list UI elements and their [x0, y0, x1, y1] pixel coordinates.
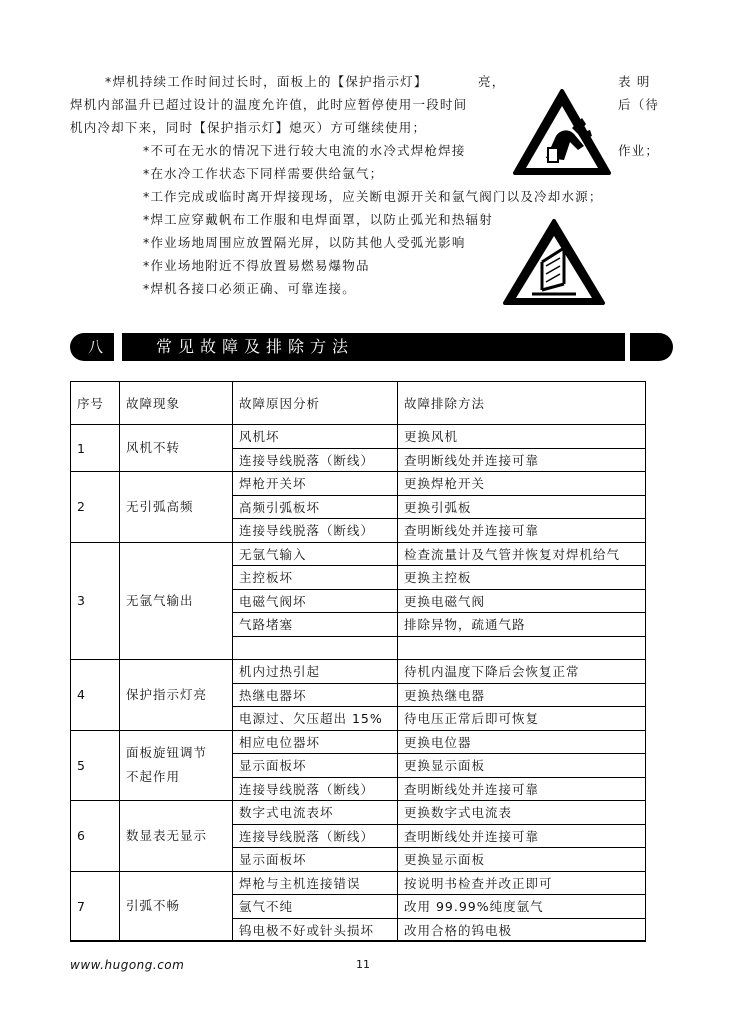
section-number: 八: [70, 333, 114, 361]
hand-glove-warning-icon: [512, 88, 612, 176]
fault-cause: 连接导线脱落（断线）: [233, 519, 398, 543]
header-no: 序号: [71, 382, 120, 425]
fault-remedy: 查明断线处并连接可靠: [398, 777, 646, 801]
fault-remedy: 更换风机: [398, 425, 646, 449]
bullet-1b: 作业；: [618, 143, 660, 158]
fault-number: 4: [71, 660, 120, 731]
bullet-3: *工作完成或临时离开焊接现场，应关断电源开关和氩气阀门以及冷却水源；: [143, 189, 603, 204]
fault-cause: 热继电器坏: [233, 683, 398, 707]
fault-cause: 连接导线脱落（断线）: [233, 448, 398, 472]
fault-symptom: 风机不转: [120, 425, 233, 472]
fault-remedy: 更换主控板: [398, 566, 646, 590]
fault-remedy: 更换电位器: [398, 730, 646, 754]
fault-remedy: 查明断线处并连接可靠: [398, 519, 646, 543]
fault-cause: [233, 636, 398, 660]
fault-cause: 主控板坏: [233, 566, 398, 590]
table-row: [71, 425, 646, 449]
bullet-4: *焊工应穿戴帆布工作服和电焊面罩，以防止弧光和热辐射: [143, 212, 493, 227]
fault-remedy: 排除异物，疏通气路: [398, 613, 646, 637]
fault-remedy: 更换显示面板: [398, 754, 646, 778]
fault-remedy: 查明断线处并连接可靠: [398, 448, 646, 472]
fault-cause: 机内过热引起: [233, 660, 398, 684]
fault-remedy: 待机内温度下降后会恢复正常: [398, 660, 646, 684]
fault-cause: 电源过、欠压超出 15%: [233, 707, 398, 731]
bullet-6: *作业场地附近不得放置易燃易爆物品: [143, 258, 370, 273]
fault-cause: 钨电极不好或针头损坏: [233, 918, 398, 942]
bullet-7: *焊机各接口必须正确、可靠连接。: [143, 281, 356, 296]
note-line-2b: 后（待: [618, 97, 660, 112]
fault-remedy: [398, 636, 646, 660]
fault-cause: 数字式电流表坏: [233, 801, 398, 825]
table-header-row: [71, 382, 646, 425]
fault-cause: 相应电位器坏: [233, 730, 398, 754]
fault-remedy: 改用合格的钨电极: [398, 918, 646, 942]
table-row: [71, 472, 646, 496]
note-line-1c: 表 明: [618, 74, 651, 89]
fault-remedy: 按说明书检查并改正即可: [398, 871, 646, 895]
bullet-2: *在水冷工作状态下同样需要供给氩气；: [143, 166, 384, 181]
fault-remedy: 更换引弧板: [398, 495, 646, 519]
fault-remedy: 更换数字式电流表: [398, 801, 646, 825]
fault-number: 2: [71, 472, 120, 543]
fault-cause: 连接导线脱落（断线）: [233, 824, 398, 848]
footer-url: www.hugong.com: [70, 958, 185, 972]
bullet-1a: *不可在无水的情况下进行较大电流的水冷式焊枪焊接: [143, 143, 466, 158]
bullet-5: *作业场地周围应放置隔光屏，以防其他人受弧光影响: [143, 235, 466, 250]
fault-number: 6: [71, 801, 120, 872]
note-line-2a: 焊机内部温升已超过设计的温度允许值，此时应暂停使用一段时间: [70, 97, 468, 112]
fault-table: [70, 381, 646, 942]
fault-remedy: 待电压正常后即可恢复: [398, 707, 646, 731]
fault-remedy: 更换显示面板: [398, 848, 646, 872]
fault-remedy: 检查流量计及气管并恢复对焊机给气: [398, 542, 646, 566]
fault-symptom: 引弧不畅: [120, 871, 233, 942]
note-line-1a: *焊机持续工作时间过长时，面板上的【保护指示灯】: [105, 74, 428, 89]
fault-symptom: 无氩气输出: [120, 542, 233, 660]
screen-warning-icon: [502, 218, 606, 306]
fault-cause: 气路堵塞: [233, 613, 398, 637]
page-number: 11: [356, 958, 370, 971]
fault-cause: 电磁气阀坏: [233, 589, 398, 613]
fault-symptom: 保护指示灯亮: [120, 660, 233, 731]
table-row: [71, 871, 646, 895]
table-row: [71, 542, 646, 566]
fault-cause: 氩气不纯: [233, 895, 398, 919]
fault-cause: 风机坏: [233, 425, 398, 449]
table-row: [71, 730, 646, 754]
fault-remedy: 改用 99.99%纯度氩气: [398, 895, 646, 919]
fault-remedy: 更换焊枪开关: [398, 472, 646, 496]
fault-number: 3: [71, 542, 120, 660]
fault-cause: 高频引弧板坏: [233, 495, 398, 519]
fault-remedy: 更换热继电器: [398, 683, 646, 707]
fault-number: 7: [71, 871, 120, 942]
note-line-1b: 亮，: [478, 74, 506, 89]
fault-remedy: 查明断线处并连接可靠: [398, 824, 646, 848]
header-remedy: 故障排除方法: [398, 382, 646, 425]
fault-cause: 焊枪与主机连接错误: [233, 871, 398, 895]
fault-number: 1: [71, 425, 120, 472]
table-row: [71, 801, 646, 825]
note-line-3: 机内冷却下来，同时【保护指示灯】熄灭）方可继续使用；: [70, 120, 427, 135]
fault-remedy: 更换电磁气阀: [398, 589, 646, 613]
fault-cause: 无氩气输入: [233, 542, 398, 566]
fault-symptom: 数显表无显示: [120, 801, 233, 872]
section-title: 常见故障及排除方法: [122, 333, 625, 361]
fault-symptom: 面板旋钮调节 不起作用: [120, 730, 233, 801]
header-cause: 故障原因分析: [233, 382, 398, 425]
table-row: [71, 660, 646, 684]
fault-cause: 连接导线脱落（断线）: [233, 777, 398, 801]
fault-cause: 显示面板坏: [233, 754, 398, 778]
fault-symptom: 无引弧高频: [120, 472, 233, 543]
header-symptom: 故障现象: [120, 382, 233, 425]
section-header: [70, 333, 673, 361]
fault-cause: 焊枪开关坏: [233, 472, 398, 496]
fault-number: 5: [71, 730, 120, 801]
fault-cause: 显示面板坏: [233, 848, 398, 872]
